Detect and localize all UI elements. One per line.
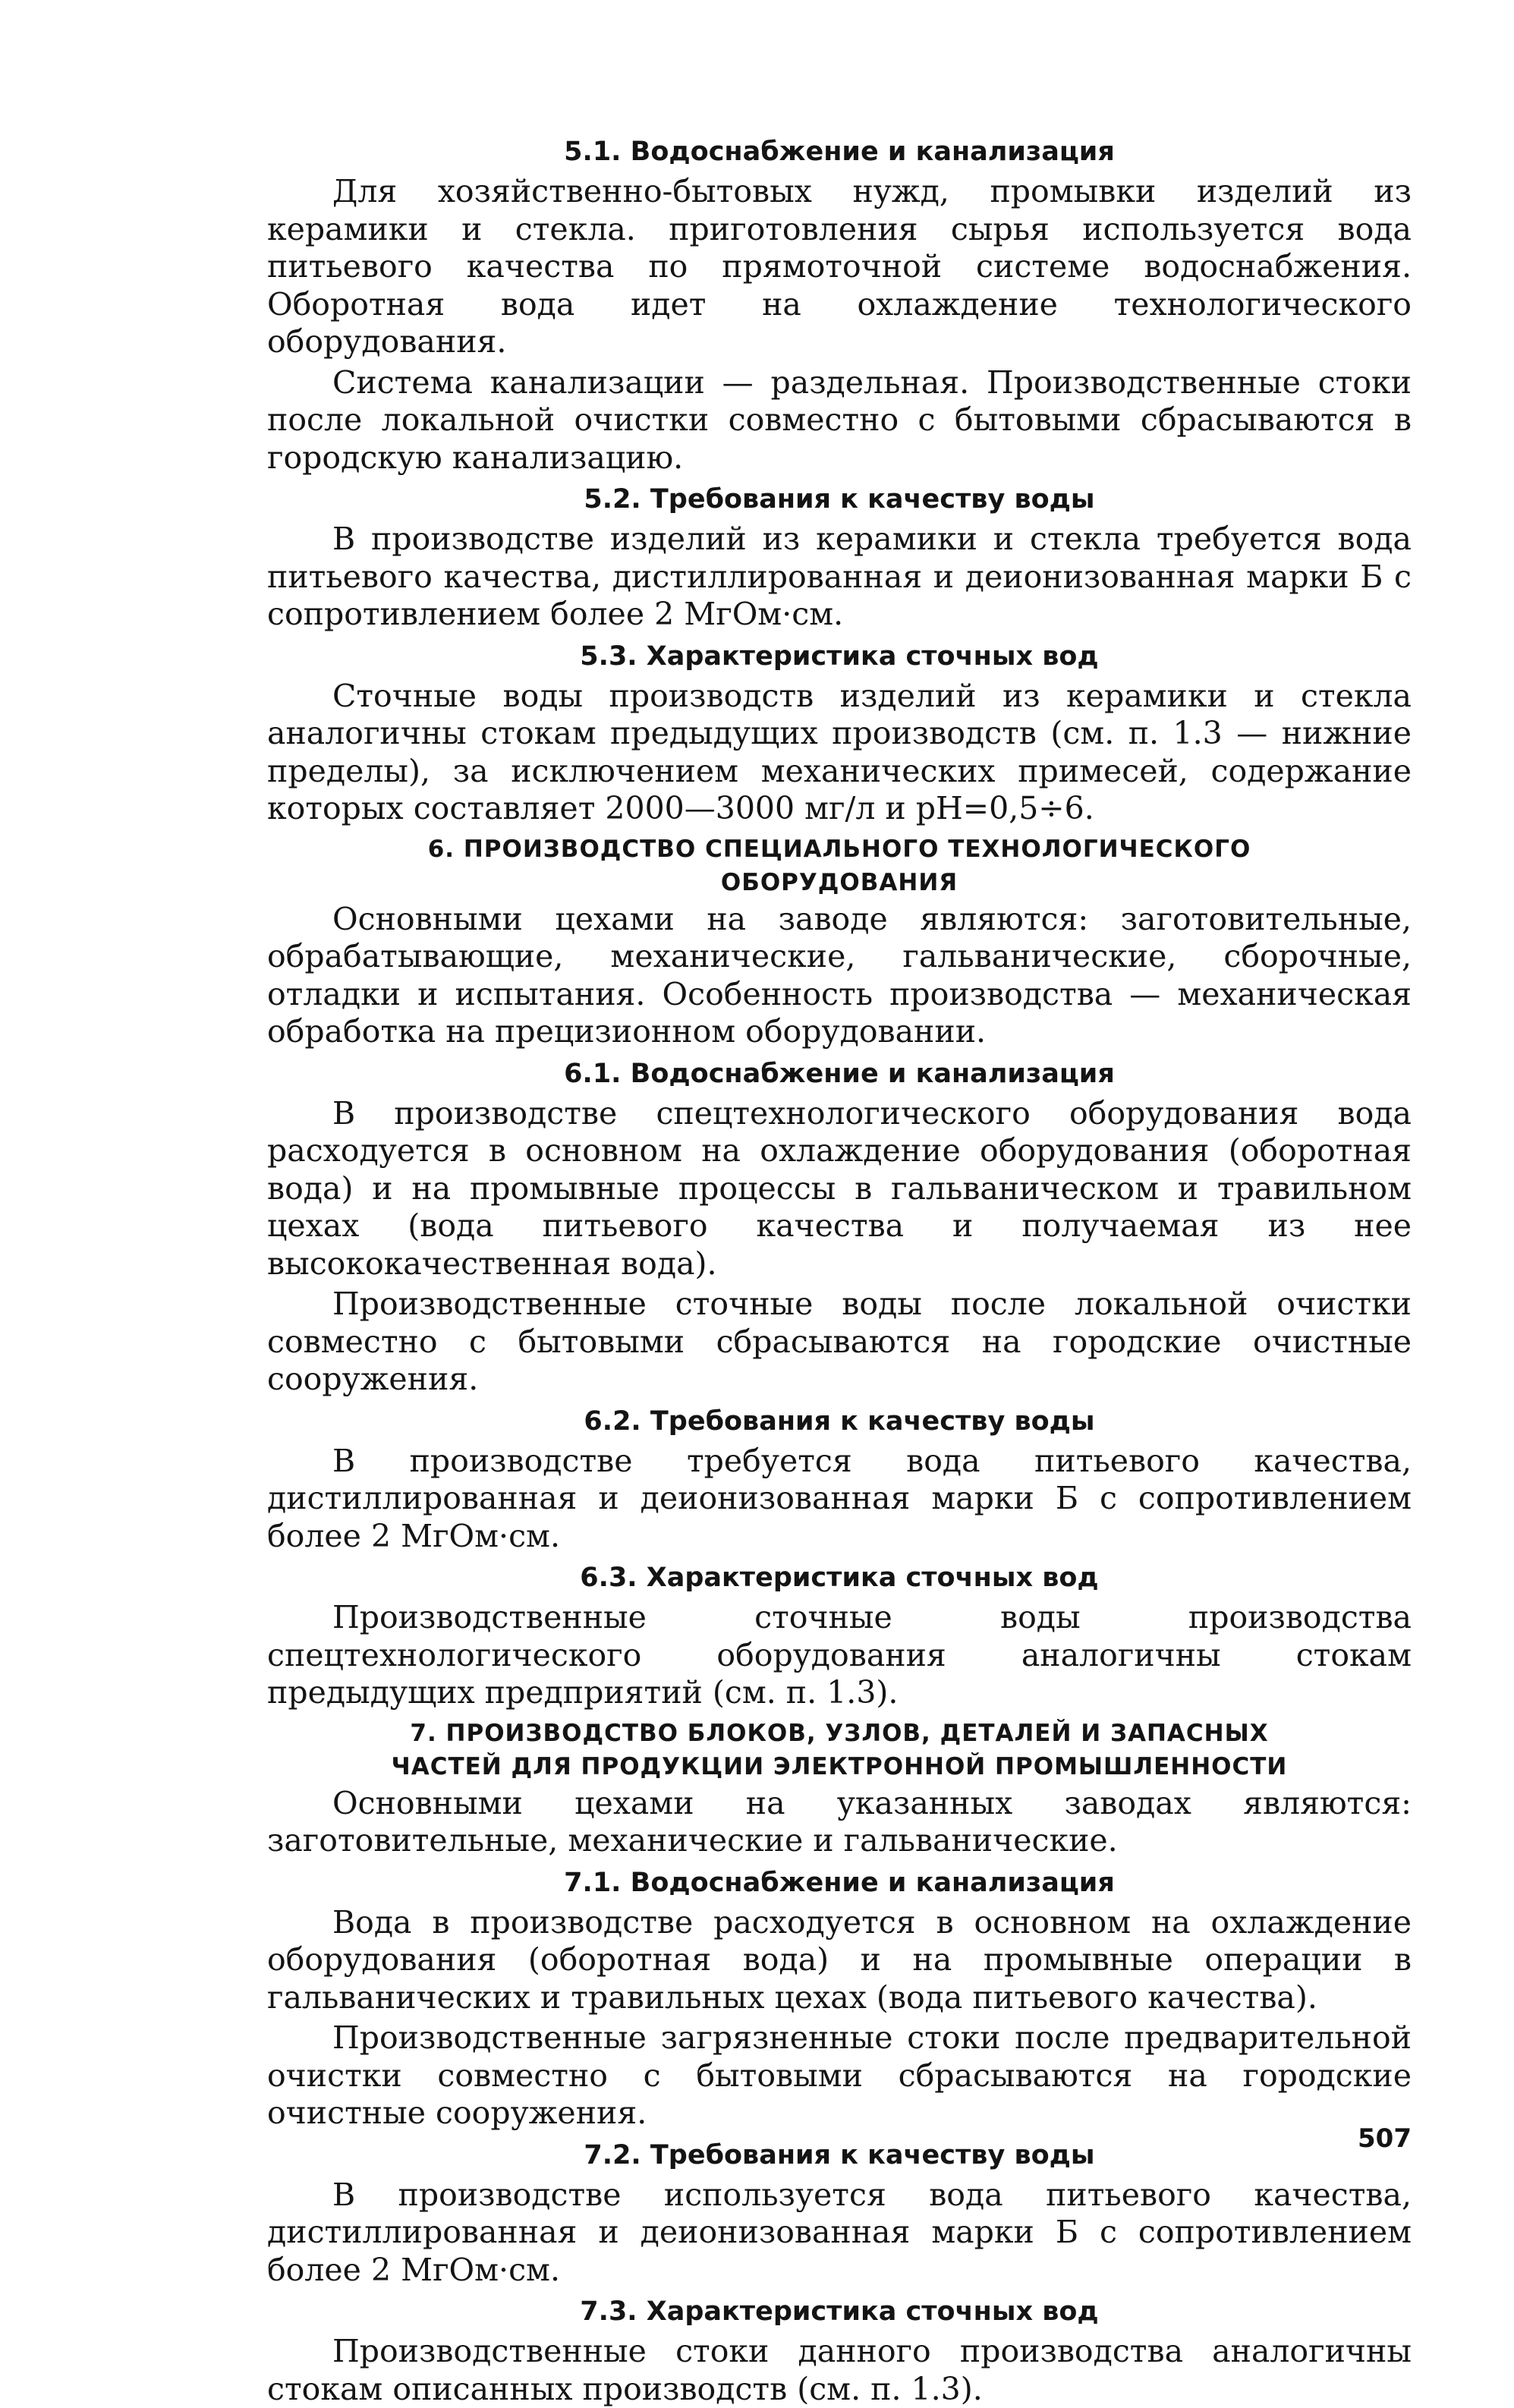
paragraph: Система канализации — раздельная. Производственные стоки после локальной очистки совместно с бытовыми сбрасываются в городскую канализацию. xyxy=(267,364,1412,476)
section-heading-7-2: 7.2. Требования к качеству воды xyxy=(584,2139,1095,2170)
paragraph: Вода в производстве расходуется в основном на охлаждение оборудования (оборотная вода) и на промывные операции в гальванических и травильных цехах (вода питьевого качества). xyxy=(267,1903,1412,2016)
paragraph: Производственные сточные воды производства спецтехнологического оборудования аналогичны стокам предыдущих предприятий (см. п. 1.3). xyxy=(267,1599,1412,1711)
document-page xyxy=(267,129,1412,2408)
chapter-heading-line: 6. ПРОИЗВОДСТВО СПЕЦИАЛЬНОГО ТЕХНОЛОГИЧЕСКОГО xyxy=(427,835,1251,863)
paragraph: Основными цехами на заводе являются: заготовительные, обрабатывающие, механические, гальванические, сборочные, отладки и испытания. Особенность производства — механическая обработка на прецизионном оборудовании. xyxy=(267,900,1412,1050)
paragraph: Производственные сточные воды после локальной очистки совместно с бытовыми сбрасываются на городские очистные сооружения. xyxy=(267,1286,1412,1397)
paragraph: В производстве требуется вода питьевого качества, дистиллированная и деионизованная марки Б с сопротивлением более 2 МгОм·см. xyxy=(267,1442,1412,1554)
paragraph: Производственные стоки данного производства аналогичны стокам описанных производств (см. п. 1.3). xyxy=(267,2333,1412,2407)
section-heading-7-3: 7.3. Характеристика сточных вод xyxy=(580,2296,1099,2327)
section-heading-5-2: 5.2. Требования к качеству воды xyxy=(584,484,1095,515)
chapter-heading-6 xyxy=(267,833,1412,899)
chapter-heading-line: ЧАСТЕЙ ДЛЯ ПРОДУКЦИИ ЭЛЕКТРОННОЙ ПРОМЫШЛЕННОСТИ xyxy=(391,1752,1288,1780)
section-heading-6-2: 6.2. Требования к качеству воды xyxy=(584,1405,1095,1437)
section-heading-6-3: 6.3. Характеристика сточных вод xyxy=(580,1563,1099,1593)
section-heading-7-1: 7.1. Водоснабжение и канализация xyxy=(564,1867,1115,1898)
paragraph: В производстве изделий из керамики и стекла требуется вода питьевого качества, дистиллированная и деионизованная марки Б с сопротивлением более 2 МгОм·см. xyxy=(267,521,1412,632)
paragraph: Производственные загрязненные стоки после предварительной очистки совместно с бытовыми сбрасываются на городские очистные сооружения. xyxy=(267,2019,1412,2131)
paragraph: Основными цехами на указанных заводах являются: заготовительные, механические и гальванические. xyxy=(267,1784,1412,1859)
chapter-heading-line: 7. ПРОИЗВОДСТВО БЛОКОВ, УЗЛОВ, ДЕТАЛЕЙ И ЗАПАСНЫХ xyxy=(410,1719,1269,1747)
section-heading-5-3: 5.3. Характеристика сточных вод xyxy=(580,641,1099,672)
paragraph: В производстве спецтехнологического оборудования вода расходуется в основном на охлаждение оборудования (оборотная вода) и на промывные процессы в гальваническом и травильном цехах (вода питьевого качества и получаемая из нее высококачественная вода). xyxy=(267,1094,1412,1282)
page-number: 507 xyxy=(1358,2123,1412,2154)
paragraph: Для хозяйственно-бытовых нужд, промывки изделий из керамики и стекла. приготовления сырья используется вода питьевого качества по прямоточной системе водоснабжения. Оборотная вода идет на охлаждение технологического оборудования. xyxy=(267,173,1412,360)
chapter-heading-7 xyxy=(267,1717,1412,1783)
chapter-heading-line: ОБОРУДОВАНИЯ xyxy=(720,868,958,896)
paragraph: Сточные воды производств изделий из керамики и стекла аналогичны стокам предыдущих производств (см. п. 1.3 — нижние пределы), за исключением механических примесей, содержание которых составляет 2000—3000 мг/л и pH=0,5÷6. xyxy=(267,677,1412,826)
section-heading-5-1: 5.1. Водоснабжение и канализация xyxy=(564,137,1115,167)
paragraph: В производстве используется вода питьевого качества, дистиллированная и деионизованная марки Б с сопротивлением более 2 МгОм·см. xyxy=(267,2176,1412,2288)
section-heading-6-1: 6.1. Водоснабжение и канализация xyxy=(564,1058,1115,1089)
